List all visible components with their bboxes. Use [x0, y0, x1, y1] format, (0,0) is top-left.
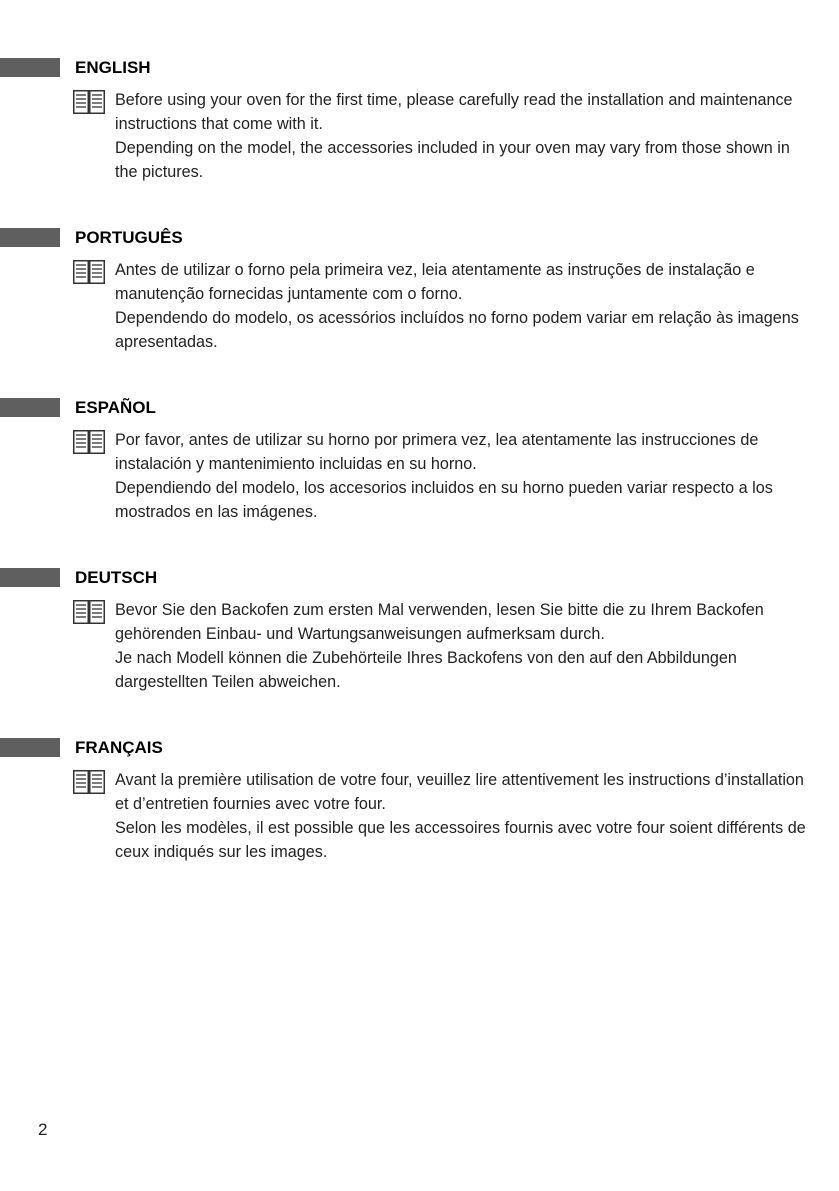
- instruction-paragraph: Before using your oven for the first time, please carefully read the installation and maintenance instructions that come with it.: [115, 91, 793, 133]
- instruction-paragraph: Avant la première utilisation de votre four, veuillez lire attentivement les instructions d’installation et d’entretien fournies avec votre four.: [115, 771, 804, 813]
- accessories-paragraph: Depending on the model, the accessories included in your oven may vary from those shown in the pictures.: [115, 139, 790, 181]
- section-body: [115, 88, 815, 184]
- manual-book-icon: [73, 770, 105, 794]
- instruction-paragraph: Bevor Sie den Backofen zum ersten Mal verwenden, lesen Sie bitte die zu Ihrem Backofen gehörenden Einbau- und Wartungsanweisungen aufmerksam durch.: [115, 601, 764, 643]
- language-tab-marker: [0, 58, 60, 77]
- language-tab-marker: [0, 228, 60, 247]
- manual-book-icon: [73, 600, 105, 624]
- language-tab-marker: [0, 738, 60, 757]
- section-body: [115, 768, 815, 864]
- section-body: [115, 598, 815, 694]
- section-heading: FRANÇAIS: [75, 738, 163, 757]
- section-body: [115, 428, 815, 524]
- accessories-paragraph: Dependendo do modelo, os acessórios incluídos no forno podem variar em relação às imagens apresentadas.: [115, 309, 799, 351]
- language-tab-marker: [0, 568, 60, 587]
- accessories-paragraph: Dependiendo del modelo, los accesorios incluidos en su horno pueden variar respecto a los mostrados en las imágenes.: [115, 479, 773, 521]
- section-heading: ENGLISH: [75, 58, 151, 77]
- section-heading: DEUTSCH: [75, 568, 158, 587]
- instruction-paragraph: Por favor, antes de utilizar su horno por primera vez, lea atentamente las instrucciones de instalación y mantenimiento incluidas en su horno.: [115, 431, 759, 473]
- accessories-paragraph: Selon les modèles, il est possible que les accessoires fournis avec votre four soient différents de ceux indiqués sur les images.: [115, 819, 806, 861]
- accessories-paragraph: Je nach Modell können die Zubehörteile Ihres Backofens von den auf den Abbildungen dargestellten Teilen abweichen.: [115, 649, 737, 691]
- section-heading: PORTUGUÊS: [75, 228, 183, 247]
- manual-book-icon: [73, 260, 105, 284]
- page-number: 2: [38, 1120, 48, 1139]
- section-body: [115, 258, 815, 354]
- section-heading: ESPAÑOL: [75, 398, 156, 417]
- language-tab-marker: [0, 398, 60, 417]
- instruction-paragraph: Antes de utilizar o forno pela primeira vez, leia atentamente as instruções de instalação e manutenção fornecidas juntamente com o forno.: [115, 261, 755, 303]
- manual-book-icon: [73, 90, 105, 114]
- manual-book-icon: [73, 430, 105, 454]
